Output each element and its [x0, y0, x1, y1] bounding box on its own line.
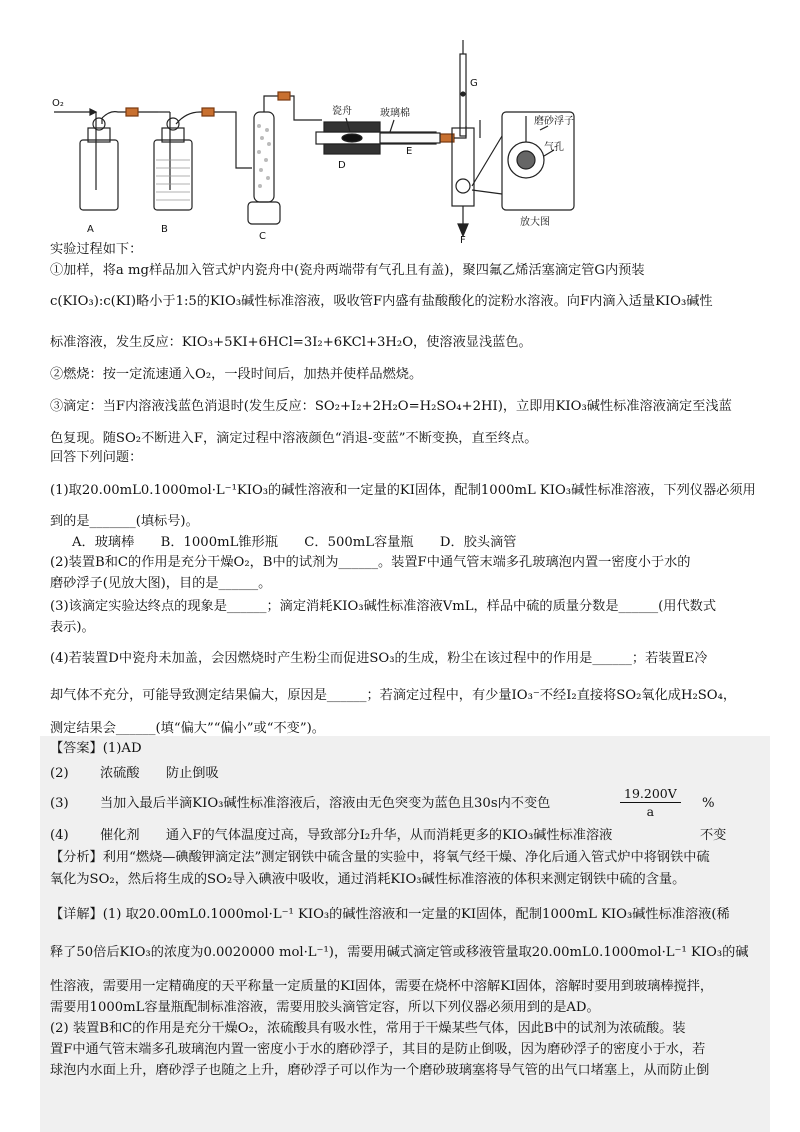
text-line: ③滴定：当F内溶液浅蓝色消退时(发生反应：SO₂+I₂+2H₂O=H₂SO₄+2HI)，立即用KIO₃碱性标准溶液滴定至浅蓝 [50, 399, 732, 414]
question-4: (4)若装置D中瓷舟未加盖，会因燃烧时产生粉尘而促进SO₃的生成，粉尘在该过程中的作用是______；若装置E冷 [50, 651, 708, 666]
detail-line: 【详解】(1) 取20.00mL0.1000mol·L⁻¹ KIO₃的碱性溶液和一定量的KI固体，配制1000mL KIO₃碱性标准溶液(稀 [50, 907, 730, 922]
label-b: B [161, 224, 168, 235]
text-line: ②燃烧：按一定流速通入O₂，一段时间后，加热并使样品燃烧。 [50, 367, 423, 382]
answer-3-unit: % [702, 796, 715, 811]
answer-2: 浓硫酸 防止倒吸 [100, 766, 219, 781]
answer-3-fraction [620, 786, 681, 819]
label-c: C [259, 231, 266, 242]
detail-line: 球泡内水面上升，磨砂浮子也随之上升，磨砂浮子可以作为一个磨砂玻璃塞将导气管的出气口堵塞上，从而防止倒 [50, 1063, 710, 1078]
label-hole: 气孔 [544, 142, 564, 153]
apparatus-diagram [40, 40, 800, 245]
glass-bulb [456, 179, 470, 193]
detail-line: 需要用1000mL容量瓶配制标准溶液，需要用胶头滴管定容，所以下列仪器必须用到的是AD。 [50, 1000, 600, 1015]
answer-4-num: (4) [50, 828, 69, 843]
label-a: A [87, 224, 94, 235]
answer-4-tail: 不变 [700, 828, 727, 843]
text-line: 却气体不充分，可能导致测定结果偏大，原因是______；若滴定过程中，有少量IO₃⁻不经I₂直接将SO₂氧化成H₂SO₄， [50, 688, 737, 703]
question-1: (1)取20.00mL0.1000mol·L⁻¹KIO₃的碱性溶液和一定量的KI固体，配制1000mL KIO₃碱性标准溶液，下列仪器必须用 [50, 483, 756, 498]
detail-line: (2) 装置B和C的作用是充分干燥O₂，浓硫酸具有吸水性，常用于干燥某些气体，因此B中的试剂为浓硫酸。装 [50, 1021, 686, 1036]
label-d: D [338, 160, 346, 171]
text-line: 实验过程如下： [50, 242, 143, 257]
question-3: (3)该滴定实验达终点的现象是______；滴定消耗KIO₃碱性标准溶液VmL，样品中硫的质量分数是______(用代数式 [50, 599, 717, 614]
connector-3 [278, 92, 290, 100]
answer-2-num: (2) [50, 766, 69, 781]
absorber-f [452, 128, 474, 206]
connector-1 [126, 108, 138, 116]
o2-arrow-icon [90, 109, 96, 115]
text-line: 表示)。 [50, 620, 95, 635]
label-boat: 瓷舟 [332, 106, 352, 117]
analysis-line: 【分析】利用“燃烧—碘酸钾滴定法”测定钢铁中硫含量的实验中，将氧气经干燥、净化后通入管式炉中将钢铁中硫 [50, 850, 710, 865]
answer-4: 催化剂 通入F的气体温度过高，导致部分I₂升华，从而消耗更多的KIO₃碱性标准溶液 [100, 828, 613, 843]
porcelain-boat [342, 134, 362, 142]
question-2: (2)装置B和C的作用是充分干燥O₂，B中的试剂为______。装置F中通气管末端多孔玻璃泡内置一密度小于水的 [50, 555, 691, 570]
fraction-denominator: a [646, 804, 655, 819]
text-line: 磨砂浮子(见放大图)，目的是______。 [50, 576, 272, 591]
bottle-b [154, 140, 192, 210]
text-line: ①加样，将a mg样品加入管式炉内瓷舟中(瓷舟两端带有气孔且有盖)，聚四氟乙烯活塞滴定管G内预装 [50, 263, 645, 278]
label-o2: O₂ [52, 98, 64, 109]
answer-1: 【答案】(1)AD [50, 741, 142, 756]
bottle-a [80, 140, 118, 210]
answer-3: 当加入最后半滴KIO₃碱性标准溶液后，溶液由无色突变为蓝色且30s内不变色 [100, 796, 551, 811]
text-line: c(KIO₃):c(KI)略小于1:5的KIO₃碱性标准溶液，吸收管F内盛有盐酸酸化的淀粉水溶液。向F内滴入适量KIO₃碱性 [50, 294, 713, 309]
furnace-bottom [324, 144, 380, 154]
text-line: 测定结果会______(填“偏大”“偏小”或“不变”)。 [50, 721, 325, 736]
label-float: 磨砂浮子 [534, 116, 574, 127]
drying-column-c [254, 112, 274, 202]
label-magnify: 放大图 [520, 217, 550, 228]
detail-line: 释了50倍后KIO₃的浓度为0.0020000 mol·L⁻¹)，需要用碱式滴定管或移液管量取20.00mL0.1000mol·L⁻¹ KIO₃的碱 [50, 945, 749, 960]
label-g: G [470, 78, 478, 89]
detail-line: 性溶液，需要用一定精确度的天平称量一定质量的KI固体，需要在烧杯中溶解KI固体，溶解时要用到玻璃棒搅拌， [50, 979, 714, 994]
analysis-line: 氧化为SO₂，然后将生成的SO₂导入碘液中吸收，通过消耗KIO₃碱性标准溶液的体积来测定钢铁中硫的含量。 [50, 872, 686, 887]
fraction-numerator: 19.200V [620, 786, 681, 803]
detail-line: 置F中通气管末端多孔玻璃泡内置一密度小于水的磨砂浮子，其目的是防止倒吸，因为磨砂浮子的密度小于水，若 [50, 1042, 706, 1057]
label-f: F [460, 235, 466, 245]
furnace-top [324, 122, 380, 132]
question-1-options: A．玻璃棒 B．1000mL锥形瓶 C．500mL容量瓶 D．胶头滴管 [72, 535, 517, 550]
text-line: 色复现。随SO₂不断进入F，滴定过程中溶液颜色“消退-变蓝”不断变换，直至终点。 [50, 431, 538, 446]
text-line: 到的是_______(填标号)。 [50, 514, 199, 529]
frosted-float [517, 151, 535, 169]
text-line: 标准溶液，发生反应：KIO₃+5KI+6HCl=3I₂+6KCl+3H₂O，使溶液显浅蓝色。 [50, 335, 532, 350]
label-glass-wool: 玻璃棉 [380, 108, 410, 119]
connector-2 [202, 108, 214, 116]
label-e: E [406, 146, 413, 157]
answer-3-num: (3) [50, 796, 69, 811]
text-line: 回答下列问题： [50, 450, 143, 465]
